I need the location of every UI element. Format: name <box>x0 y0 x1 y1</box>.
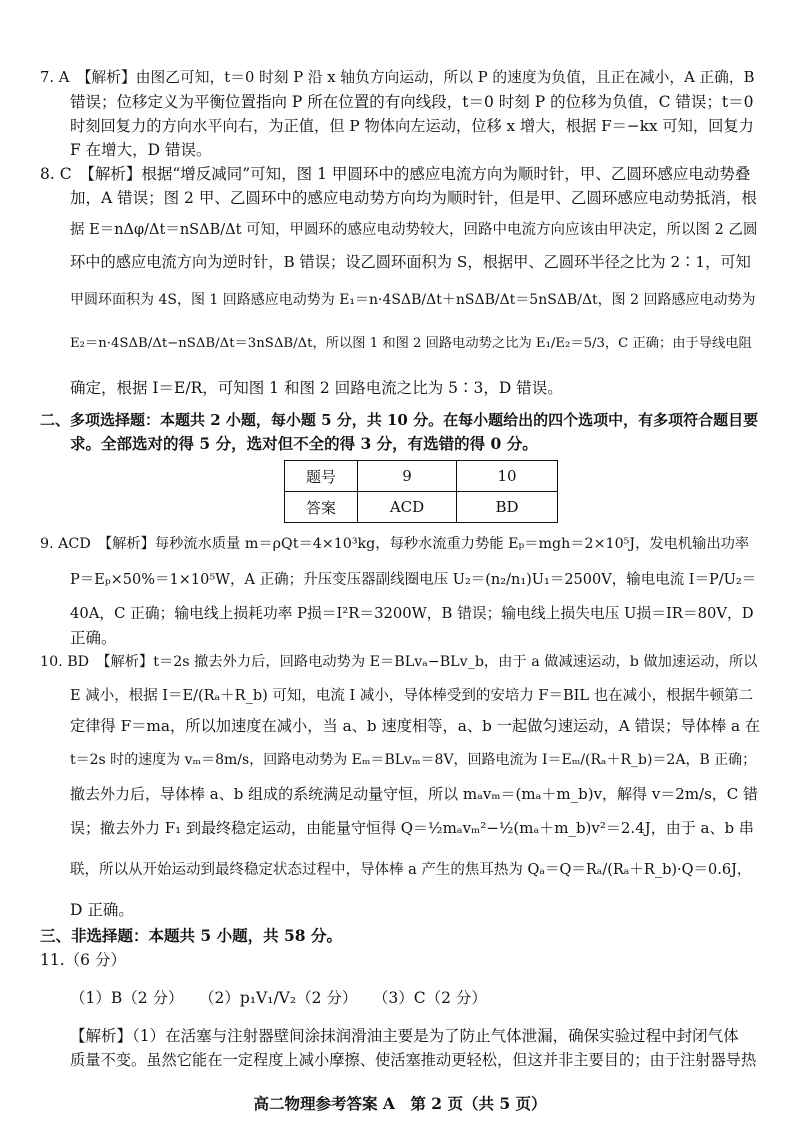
table-cell: BD <box>457 492 558 523</box>
text-line: 联，所以从开始运动到最终稳定状态过程中，导体棒 a 产生的焦耳热为 Qₐ＝Q＝Rₐ/(Rₐ＋R_b)·Q＝0.6J， <box>70 862 752 878</box>
table-cell: 题号 <box>285 461 358 492</box>
text-line: 10. BD 【解析】t＝2s 撤去外力后，回路电动势为 E＝BLvₐ−BLv_b，由于 a 做减速运动，b 做加速运动，所以 <box>40 654 758 670</box>
text-line: 加，A 错误；图 2 甲、乙圆环中的感应电动势方向均为顺时针，但是甲、乙圆环感应电动势抵消，根 <box>70 189 757 207</box>
text-line: 40A，C 正确；输电线上损耗功率 P损＝I²R＝3200W，B 错误；输电线上损失电压 U损＝IR＝80V，D <box>70 605 754 622</box>
text-line: 【解析】（1）在活塞与注射器壁间涂抹润滑油主要是为了防止气体泄漏，确保实验过程中封闭气体 <box>70 1027 739 1045</box>
text-line: 8. C 【解析】根据“增反减同”可知，图 1 甲圆环中的感应电流方向为顺时针，甲、乙圆环感应电动势叠 <box>40 165 751 183</box>
text-line: 二、多项选择题：本题共 2 小题，每小题 5 分，共 10 分。在每小题给出的四个选项中，有多项符合题目要 <box>40 411 759 429</box>
text-line: 质量不变。虽然它能在一定程度上减小摩擦、使活塞推动更轻松，但这并非主要目的；由于注射器导热 <box>70 1051 757 1069</box>
text-line: E₂＝n·4SΔB/Δt−nSΔB/Δt＝3nSΔB/Δt，所以图 1 和图 2 回路电动势之比为 E₁/E₂＝5/3，C 正确；由于导线电阻 <box>70 336 752 351</box>
text-line: 11.（6 分） <box>40 951 126 969</box>
text-line: 确定，根据 I＝E/R，可知图 1 和图 2 回路电流之比为 5∶3，D 错误。 <box>70 379 563 397</box>
text-line: 据 E＝nΔφ/Δt＝nSΔB/Δt 可知，甲圆环的感应电动势较大，回路中电流方向应该由甲决定，所以图 2 乙圆 <box>70 222 758 238</box>
text-line: 三、非选择题：本题共 5 小题，共 58 分。 <box>40 926 342 945</box>
page-footer: 高二物理参考答案 A 第 2 页（共 5 页） <box>253 1094 547 1113</box>
text-line: 错误；位移定义为平衡位置指向 P 所在位置的有向线段，t＝0 时刻 P 的位移为负值，C 错误；t＝0 <box>70 93 754 111</box>
text-line: 7. A 【解析】由图乙可知，t＝0 时刻 P 沿 x 轴负方向运动，所以 P 的速度为负值，且正在减小，A 正确，B <box>40 69 755 86</box>
text-line: F 在增大，D 错误。 <box>70 141 212 159</box>
text-line: P＝Eₚ×50%＝1×10⁵W，A 正确；升压变压器副线圈电压 U₂＝(n₂/n₁)U₁＝2500V，输电电流 I＝P/U₂＝ <box>70 572 757 588</box>
table-row <box>285 461 558 492</box>
text-line: 甲圆环面积为 4S，图 1 回路感应电动势为 E₁＝n·4SΔB/Δt＋nSΔB/Δt＝5nSΔB/Δt，图 2 回路感应电动势为 <box>70 292 756 308</box>
text-line: D 正确。 <box>70 901 134 919</box>
text-line: E 减小，根据 I＝E/(Rₐ＋R_b) 可知，电流 I 减小，导体棒受到的安培力 F＝BIL 也在减小，根据牛顿第二 <box>70 688 754 704</box>
text-line: 误；撤去外力 F₁ 到最终稳定运动，由能量守恒得 Q＝½mₐvₘ²−½(mₐ＋m_b)v²＝2.4J，由于 a、b 串 <box>70 819 754 837</box>
text-line: 环中的感应电流方向为逆时针，B 错误；设乙圆环面积为 S，根据甲、乙圆环半径之比为 2∶1，可知 <box>70 253 751 271</box>
table-cell: ACD <box>358 492 457 523</box>
table-cell: 9 <box>358 461 457 492</box>
table-cell: 答案 <box>285 492 358 523</box>
text-line: 求。全部选对的得 5 分，选对但不全的得 3 分，有选错的得 0 分。 <box>70 434 538 453</box>
text-line: 9. ACD 【解析】每秒流水质量 m＝ρQt＝4×10³kg，每秒水流重力势能 Eₚ＝mgh＝2×10⁵J，发电机输出功率 <box>40 536 750 552</box>
answer-table <box>284 460 558 523</box>
text-line: t＝2s 时的速度为 vₘ＝8m/s，回路电动势为 Eₘ＝BLvₘ＝8V，回路电流为 I＝Eₘ/(Rₐ＋R_b)＝2A，B 正确； <box>70 752 757 768</box>
table-row <box>285 492 558 523</box>
text-line: （1）B（2 分） （2）p₁V₁/V₂（2 分） （3）C（2 分） <box>70 989 487 1007</box>
text-line: 定律得 F＝ma，所以加速度在减小，当 a、b 速度相等，a、b 一起做匀速运动，A 错误；导体棒 a 在 <box>70 717 761 735</box>
text-line: 撤去外力后，导体棒 a、b 组成的系统满足动量守恒，所以 mₐvₘ＝(mₐ＋m_b)v，解得 v＝2m/s，C 错 <box>70 785 759 803</box>
text-line: 正确。 <box>70 629 117 647</box>
table-cell: 10 <box>457 461 558 492</box>
text-line: 时刻回复力的方向水平向右，为正值，但 P 物体向左运动，位移 x 增大，根据 F＝−kx 可知，回复力 <box>70 117 754 135</box>
